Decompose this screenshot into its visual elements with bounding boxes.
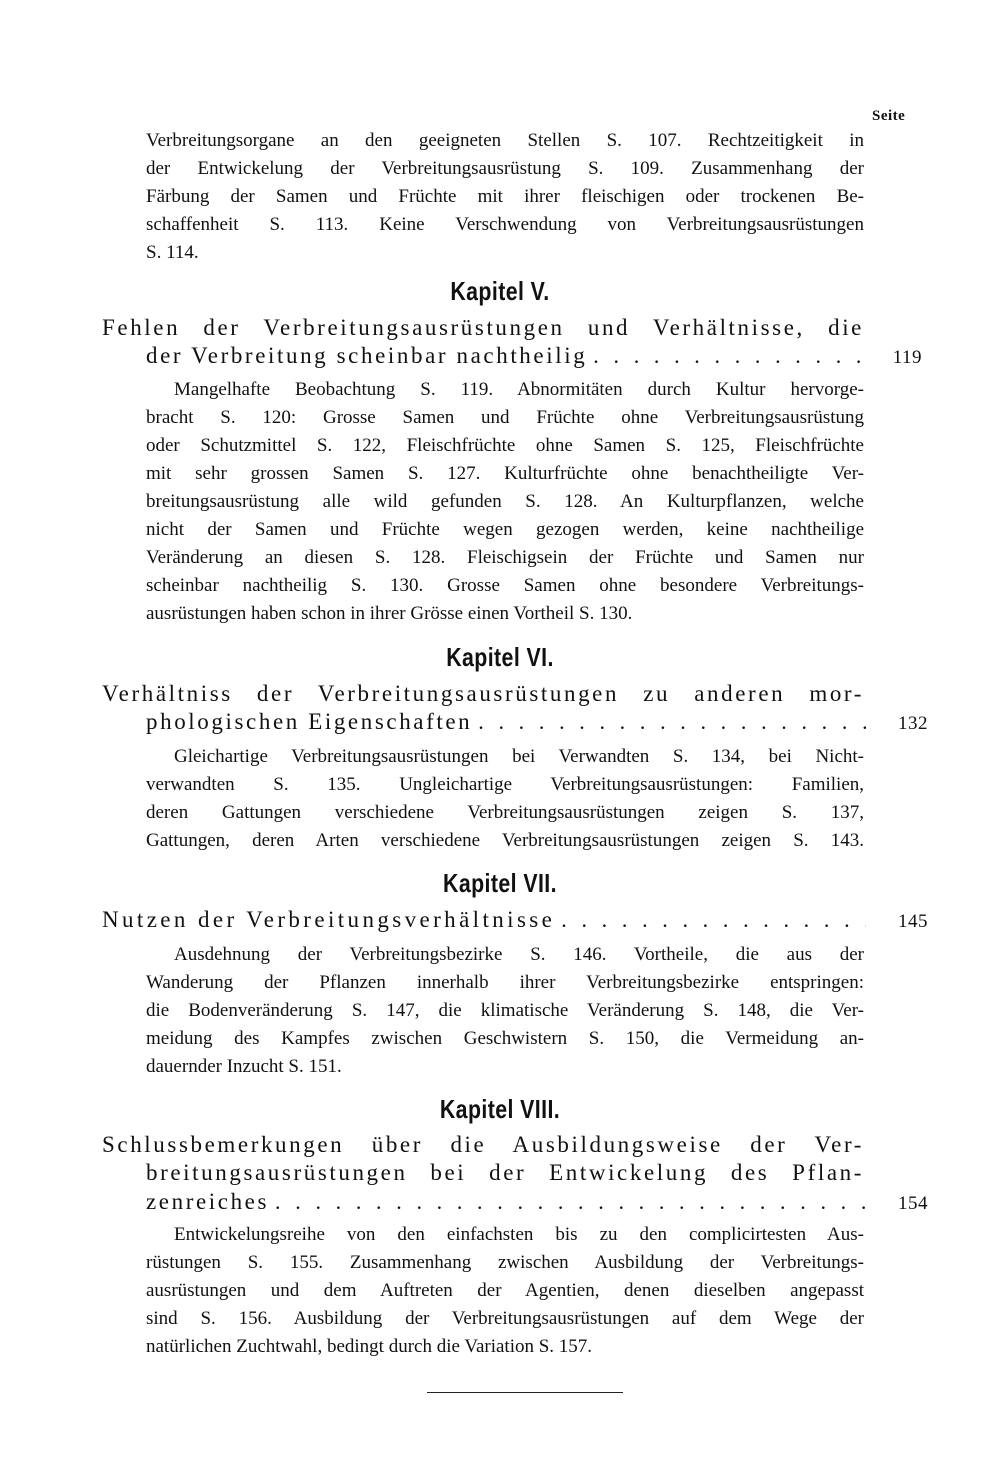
- chapter-title-text: zenreiches: [146, 1189, 270, 1214]
- chapter-heading: Kapitel VIII.: [439, 1094, 561, 1124]
- summary-line: der Entwickelung der Verbreitungsausrüstung S. 109. Zusammenhang der: [146, 158, 864, 179]
- summary-line: rüstungen S. 155. Zusammenhang zwischen Ausbildung der Verbreitungs-: [146, 1252, 864, 1273]
- leader-dots: [555, 906, 866, 934]
- summary-line: sind S. 156. Ausbildung der Verbreitungsausrüstungen auf dem Wege der: [146, 1308, 864, 1329]
- chapter-title-text: Nutzen der Verbreitungsverhältnisse: [102, 907, 556, 932]
- chapter-title-last-line: [146, 342, 866, 370]
- summary-line: oder Schutzmittel S. 122, Fleischfrüchte ohne Samen S. 125, Fleischfrüchte: [146, 435, 864, 456]
- summary-line: Wanderung der Pflanzen innerhalb ihrer Verbreitungsbezirke entspringen:: [146, 972, 864, 993]
- chapter-heading: Kapitel V.: [450, 276, 550, 306]
- summary-line: die Bodenveränderung S. 147, die klimatische Veränderung S. 148, die Ver-: [146, 1000, 864, 1021]
- summary-line: Mangelhafte Beobachtung S. 119. Abnormitäten durch Kultur hervorge-: [174, 379, 864, 400]
- chapter-title-last-line: [146, 1188, 866, 1216]
- summary-line: Gattungen, deren Arten verschiedene Verbreitungsausrüstungen zeigen S. 143.: [146, 830, 864, 851]
- summary-line: ausrüstungen und dem Auftreten der Agentien, denen dieselben angepasst: [146, 1280, 864, 1301]
- summary-line: nicht der Samen und Früchte wegen gezogen werden, keine nachtheilige: [146, 519, 864, 540]
- summary-line: breitungsausrüstung alle wild gefunden S. 128. An Kulturpflanzen, welche: [146, 491, 864, 512]
- end-rule: [427, 1392, 623, 1393]
- summary-line: meidung des Kampfes zwischen Geschwistern S. 150, die Vermeidung an-: [146, 1028, 864, 1049]
- chapter-title-last-line: [146, 708, 866, 736]
- summary-line: Ausdehnung der Verbreitungsbezirke S. 146. Vortheile, die aus der: [174, 944, 864, 965]
- summary-line: scheinbar nachtheilig S. 130. Grosse Samen ohne besondere Verbreitungs-: [146, 575, 864, 596]
- summary-line: bracht S. 120: Grosse Samen und Früchte ohne Verbreitungsausrüstung: [146, 407, 864, 428]
- chapter-title-line: breitungsausrüstungen bei der Entwickelung des Pflan-: [146, 1160, 864, 1185]
- summary-line: verwandten S. 135. Ungleichartige Verbreitungsausrüstungen: Familien,: [146, 774, 864, 795]
- chapter-title-text: der Verbreitung scheinbar nachtheilig: [146, 343, 588, 368]
- chapter-heading: Kapitel VII.: [443, 868, 557, 898]
- summary-line: dauernder Inzucht S. 151.: [146, 1056, 342, 1077]
- summary-line: natürlichen Zuchtwahl, bedingt durch die Variation S. 157.: [146, 1336, 593, 1357]
- summary-line: Gleichartige Verbreitungsausrüstungen bei Verwandten S. 134, bei Nicht-: [174, 746, 864, 767]
- summary-line: Verbreitungsorgane an den geeigneten Stellen S. 107. Rechtzeitigkeit in: [146, 130, 864, 151]
- page-column-label: Seite: [872, 108, 906, 124]
- leader-dots: [472, 708, 866, 736]
- summary-line: Färbung der Samen und Früchte mit ihrer fleischigen oder trockenen Be-: [146, 186, 864, 207]
- leader-dots: [269, 1188, 866, 1216]
- summary-line: mit sehr grossen Samen S. 127. Kulturfrüchte ohne benachtheiligte Ver-: [146, 463, 864, 484]
- chapter-title-line: Verhältniss der Verbreitungsausrüstungen zu anderen mor-: [102, 681, 864, 706]
- summary-line: S. 114.: [146, 242, 199, 263]
- chapter-title-text: phologischen Eigenschaften: [146, 709, 473, 734]
- chapter-heading: Kapitel VI.: [446, 642, 554, 672]
- summary-line: schaffenheit S. 113. Keine Verschwendung von Verbreitungsausrüstungen: [146, 214, 864, 235]
- page-number: 119: [892, 347, 922, 368]
- summary-line: ausrüstungen haben schon in ihrer Grösse einen Vortheil S. 130.: [146, 603, 633, 624]
- summary-line: deren Gattungen verschiedene Verbreitungsausrüstungen zeigen S. 137,: [146, 802, 864, 823]
- chapter-title-line: Fehlen der Verbreitungsausrüstungen und Verhältnisse, die: [102, 315, 864, 340]
- page-number: 145: [898, 911, 928, 932]
- page-number: 154: [898, 1193, 928, 1214]
- summary-line: Veränderung an diesen S. 128. Fleischigsein der Früchte und Samen nur: [146, 547, 864, 568]
- page-number: 132: [898, 713, 928, 734]
- chapter-title-line: Schlussbemerkungen über die Ausbildungsweise der Ver-: [102, 1132, 864, 1157]
- leader-dots: [587, 342, 866, 370]
- chapter-title-last-line: [102, 906, 866, 934]
- summary-line: Entwickelungsreihe von den einfachsten bis zu den complicirtesten Aus-: [174, 1224, 864, 1245]
